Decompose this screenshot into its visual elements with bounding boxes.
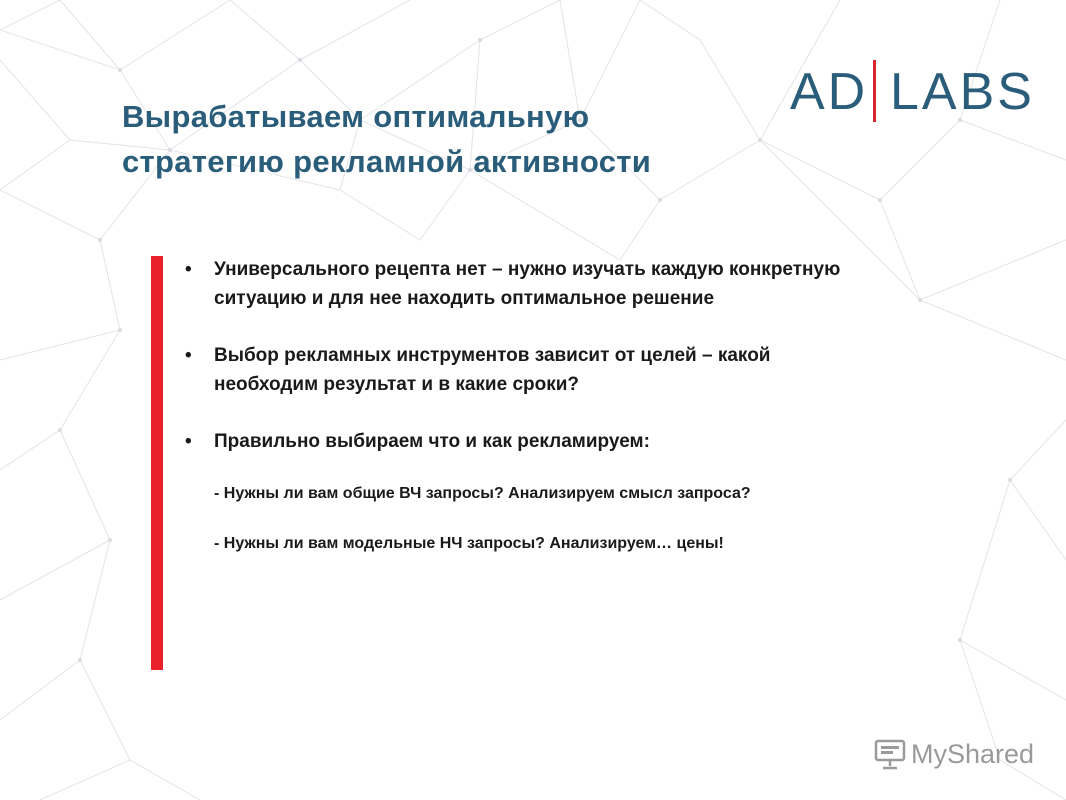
slide-title-line-2: стратегию рекламной активности [122, 144, 652, 179]
bullet-line: необходим результат и в какие сроки? [214, 374, 580, 395]
bullet-item [185, 341, 1025, 399]
sub-item: - Нужны ли вам общие ВЧ запросы? Анализируем смысл запроса? [214, 485, 751, 502]
bullet-line: Выбор рекламных инструментов зависит от целей – какой [214, 345, 771, 366]
bullet-line: Правильно выбираем что и как рекламируем: [214, 431, 650, 452]
adlabs-logo [790, 58, 1035, 128]
bullet-line: Универсального рецепта нет – нужно изучать каждую конкретную [214, 259, 841, 280]
watermark-text: MyShared [911, 739, 1035, 769]
slide-title-line-1: Вырабатываем оптимальную [122, 99, 590, 134]
logo-text-right: LABS [890, 63, 1035, 121]
bullet-dot: • [185, 431, 192, 452]
presentation-icon [873, 738, 907, 770]
logo-text-left: AD [790, 63, 869, 121]
logo-divider [873, 60, 876, 122]
bullet-item [185, 255, 1025, 313]
accent-bar [151, 256, 163, 670]
bullet-dot: • [185, 345, 192, 366]
bullet-list [185, 255, 1025, 556]
slide-title [122, 94, 802, 184]
sub-item: - Нужны ли вам модельные НЧ запросы? Анализируем… цены! [214, 535, 724, 552]
bullet-dot: • [185, 259, 192, 280]
bullet-item [185, 427, 1025, 456]
myshared-watermark [873, 736, 1033, 772]
bullet-line: ситуацию и для нее находить оптимальное решение [214, 288, 715, 309]
